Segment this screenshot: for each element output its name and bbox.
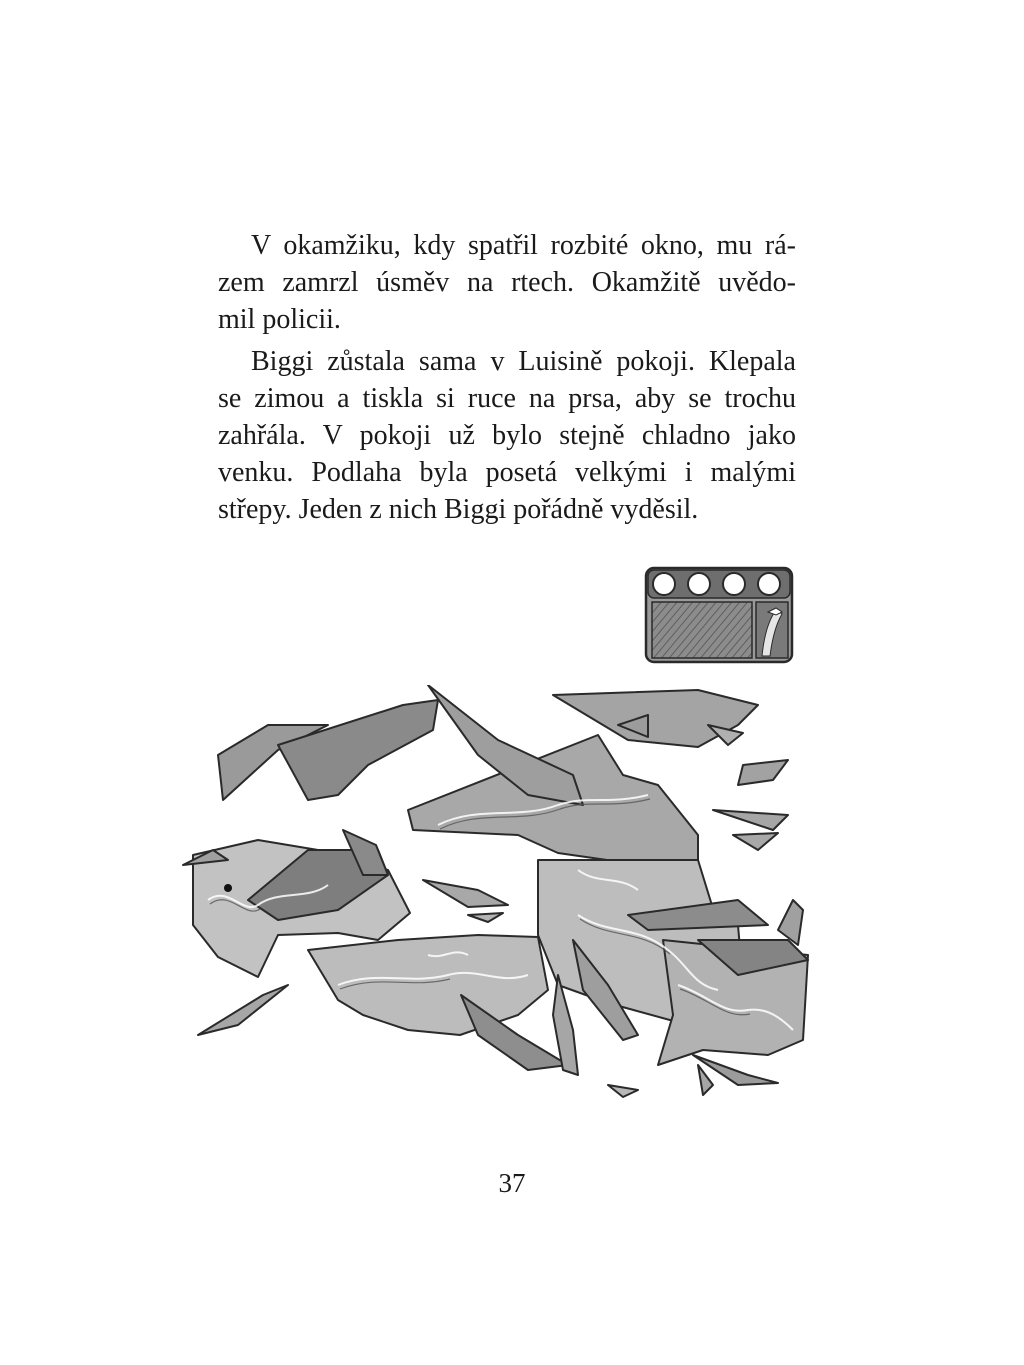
glass-shard (698, 1065, 713, 1095)
glass-shard (778, 900, 803, 945)
text-line: střepy. Jeden z nich Biggi pořádně vyděsil. (218, 493, 699, 525)
device-illustration (644, 566, 794, 664)
text-line: se zimou a tiskla si ruce na prsa, aby se trochu (218, 383, 796, 415)
glass-shard (278, 700, 438, 800)
text-line: mil policii. (218, 303, 341, 335)
glass-shard (738, 760, 788, 785)
paragraph-2 (218, 344, 796, 528)
text-block (218, 228, 796, 528)
impact-mark (224, 884, 232, 892)
glass-shard (198, 985, 288, 1035)
text-line: V okamžiku, kdy spatřil rozbité okno, mu rá- (251, 230, 796, 261)
text-line: Biggi zůstala sama v Luisině pokoji. Klepala (251, 346, 796, 378)
text-line: venku. Podlaha byla posetá velkými i malými (218, 456, 796, 488)
text-line: zem zamrzl úsměv na rtech. Okamžitě uvědo- (218, 266, 796, 298)
glass-shard (608, 1085, 638, 1097)
glass-shard (308, 935, 548, 1035)
broken-glass-illustration (178, 685, 838, 1105)
glass-shard (713, 810, 788, 830)
glass-shard (733, 833, 778, 850)
glass-shard (468, 913, 503, 922)
glass-shard (423, 880, 508, 907)
page-number: 37 (498, 1168, 526, 1198)
text-line: zahřála. V pokoji už bylo stejně chladno jako (218, 419, 796, 451)
paragraph-1 (218, 228, 796, 338)
